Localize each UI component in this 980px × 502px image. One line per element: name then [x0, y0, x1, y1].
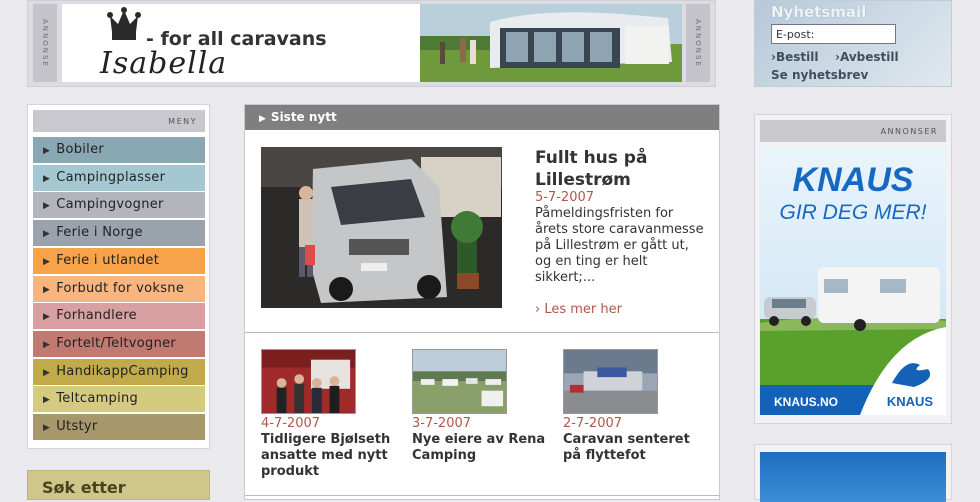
- news-header: ▶ Siste nytt: [245, 105, 719, 130]
- second-ad[interactable]: [760, 452, 946, 502]
- newsletter-box: [754, 0, 952, 87]
- ad-label-right: ANNONSE: [686, 4, 710, 82]
- side-menu: [27, 104, 210, 449]
- read-more-link[interactable]: › Les mer her: [535, 302, 622, 317]
- menu-item-label: Fortelt/Teltvogner: [56, 335, 177, 351]
- menu-item-label: HandikappCamping: [56, 363, 189, 379]
- menu-item[interactable]: [33, 331, 205, 357]
- knaus-slogan: GIR DEG MER!: [779, 201, 927, 224]
- news-thumbnail[interactable]: [261, 349, 356, 414]
- menu-item-label: Forbudt for voksne: [56, 280, 185, 296]
- ads-header: ANNONSER: [760, 120, 946, 142]
- news-title[interactable]: Tidligere Bjølseth ansatte med nytt produkt: [261, 432, 391, 479]
- newsletter-title: Nyhetsmail: [771, 3, 867, 21]
- menu-item[interactable]: [33, 303, 205, 329]
- chevron-right-icon: ▶: [43, 229, 51, 240]
- crown-icon: [106, 6, 142, 44]
- news-item[interactable]: [563, 349, 703, 464]
- chevron-right-icon: ▶: [43, 312, 51, 323]
- featured-date: 5-7-2007: [535, 190, 595, 205]
- menu-header: MENY: [33, 110, 205, 132]
- ad-sidebar: [754, 114, 952, 424]
- menu-item[interactable]: [33, 386, 205, 412]
- knaus-url: KNAUS.NO: [774, 395, 839, 409]
- search-title: Søk etter: [42, 478, 126, 497]
- ad-sidebar-2: [754, 444, 952, 500]
- featured-headline[interactable]: Fullt hus på Lillestrøm: [535, 148, 648, 190]
- ad-label-left: ANNONSE: [33, 4, 57, 82]
- motorhome-photo[interactable]: [261, 147, 502, 308]
- knaus-headline: KNAUS: [792, 161, 914, 199]
- chevron-right-icon: ▶: [259, 114, 266, 124]
- menu-item[interactable]: [33, 414, 205, 440]
- menu-item[interactable]: [33, 192, 205, 218]
- menu-item-label: Ferie i Norge: [56, 225, 143, 241]
- menu-item[interactable]: [33, 276, 205, 302]
- news-title[interactable]: Nye eiere av Rena Camping: [412, 432, 546, 463]
- banner-content[interactable]: [62, 4, 682, 82]
- news-panel: [244, 104, 720, 500]
- news-item[interactable]: [412, 349, 552, 464]
- news-date: 2-7-2007: [563, 416, 623, 431]
- divider: [245, 332, 719, 333]
- chevron-right-icon: ▶: [43, 423, 51, 433]
- menu-item[interactable]: [33, 220, 205, 246]
- knaus-ad-graphic: [760, 147, 946, 415]
- subscribe-link[interactable]: ›Bestill: [771, 50, 819, 64]
- chevron-right-icon: ▶: [43, 367, 51, 378]
- chevron-right-icon: ▶: [43, 146, 51, 156]
- menu-item-label: Teltcamping: [56, 391, 139, 407]
- knaus-logo-text: KNAUS: [886, 394, 934, 409]
- news-title[interactable]: Caravan senteret på flyttefot: [563, 432, 690, 463]
- divider: [245, 495, 719, 496]
- news-item[interactable]: [261, 349, 401, 480]
- chevron-right-icon: ›: [835, 50, 840, 64]
- news-thumbnail[interactable]: [563, 349, 658, 414]
- knaus-ad[interactable]: [760, 147, 946, 415]
- menu-item-label: Ferie i utlandet: [56, 252, 160, 268]
- chevron-right-icon: ▶: [43, 256, 51, 267]
- menu-item-label: Utstyr: [56, 419, 98, 434]
- awning-photo: [420, 4, 682, 82]
- menu-item-label: Campingplasser: [56, 169, 166, 185]
- chevron-right-icon: ▶: [43, 339, 51, 350]
- menu-item[interactable]: [33, 137, 205, 163]
- isabella-logo: [62, 4, 420, 82]
- menu-item-label: Forhandlere: [56, 308, 137, 324]
- featured-excerpt: Påmeldingsfristen for årets store caravanmesse på Lillestrøm er gått ut, og en ting er helt sikkert;...: [535, 206, 704, 285]
- top-banner-ad[interactable]: [27, 0, 716, 87]
- brand-wordmark: Isabella: [100, 46, 228, 81]
- chevron-right-icon: ›: [771, 50, 776, 64]
- menu-item[interactable]: [33, 248, 205, 274]
- menu-item-label: Campingvogner: [56, 197, 164, 213]
- chevron-right-icon: ›: [535, 302, 545, 317]
- unsubscribe-link[interactable]: ›Avbestill: [835, 50, 899, 64]
- menu-item-label: Bobiler: [56, 142, 105, 157]
- menu-item[interactable]: [33, 359, 205, 385]
- see-newsletter-link[interactable]: Se nyhetsbrev: [771, 68, 869, 82]
- search-box: [27, 470, 210, 500]
- chevron-right-icon: ▶: [43, 201, 51, 212]
- news-date: 3-7-2007: [412, 416, 472, 431]
- chevron-right-icon: ▶: [43, 284, 51, 295]
- news-thumbnail[interactable]: [412, 349, 507, 414]
- chevron-right-icon: ▶: [43, 173, 51, 184]
- chevron-right-icon: ▶: [43, 395, 51, 406]
- banner-tagline: - for all caravans: [146, 28, 327, 50]
- menu-item[interactable]: [33, 165, 205, 191]
- email-field[interactable]: [771, 24, 896, 44]
- news-date: 4-7-2007: [261, 416, 321, 431]
